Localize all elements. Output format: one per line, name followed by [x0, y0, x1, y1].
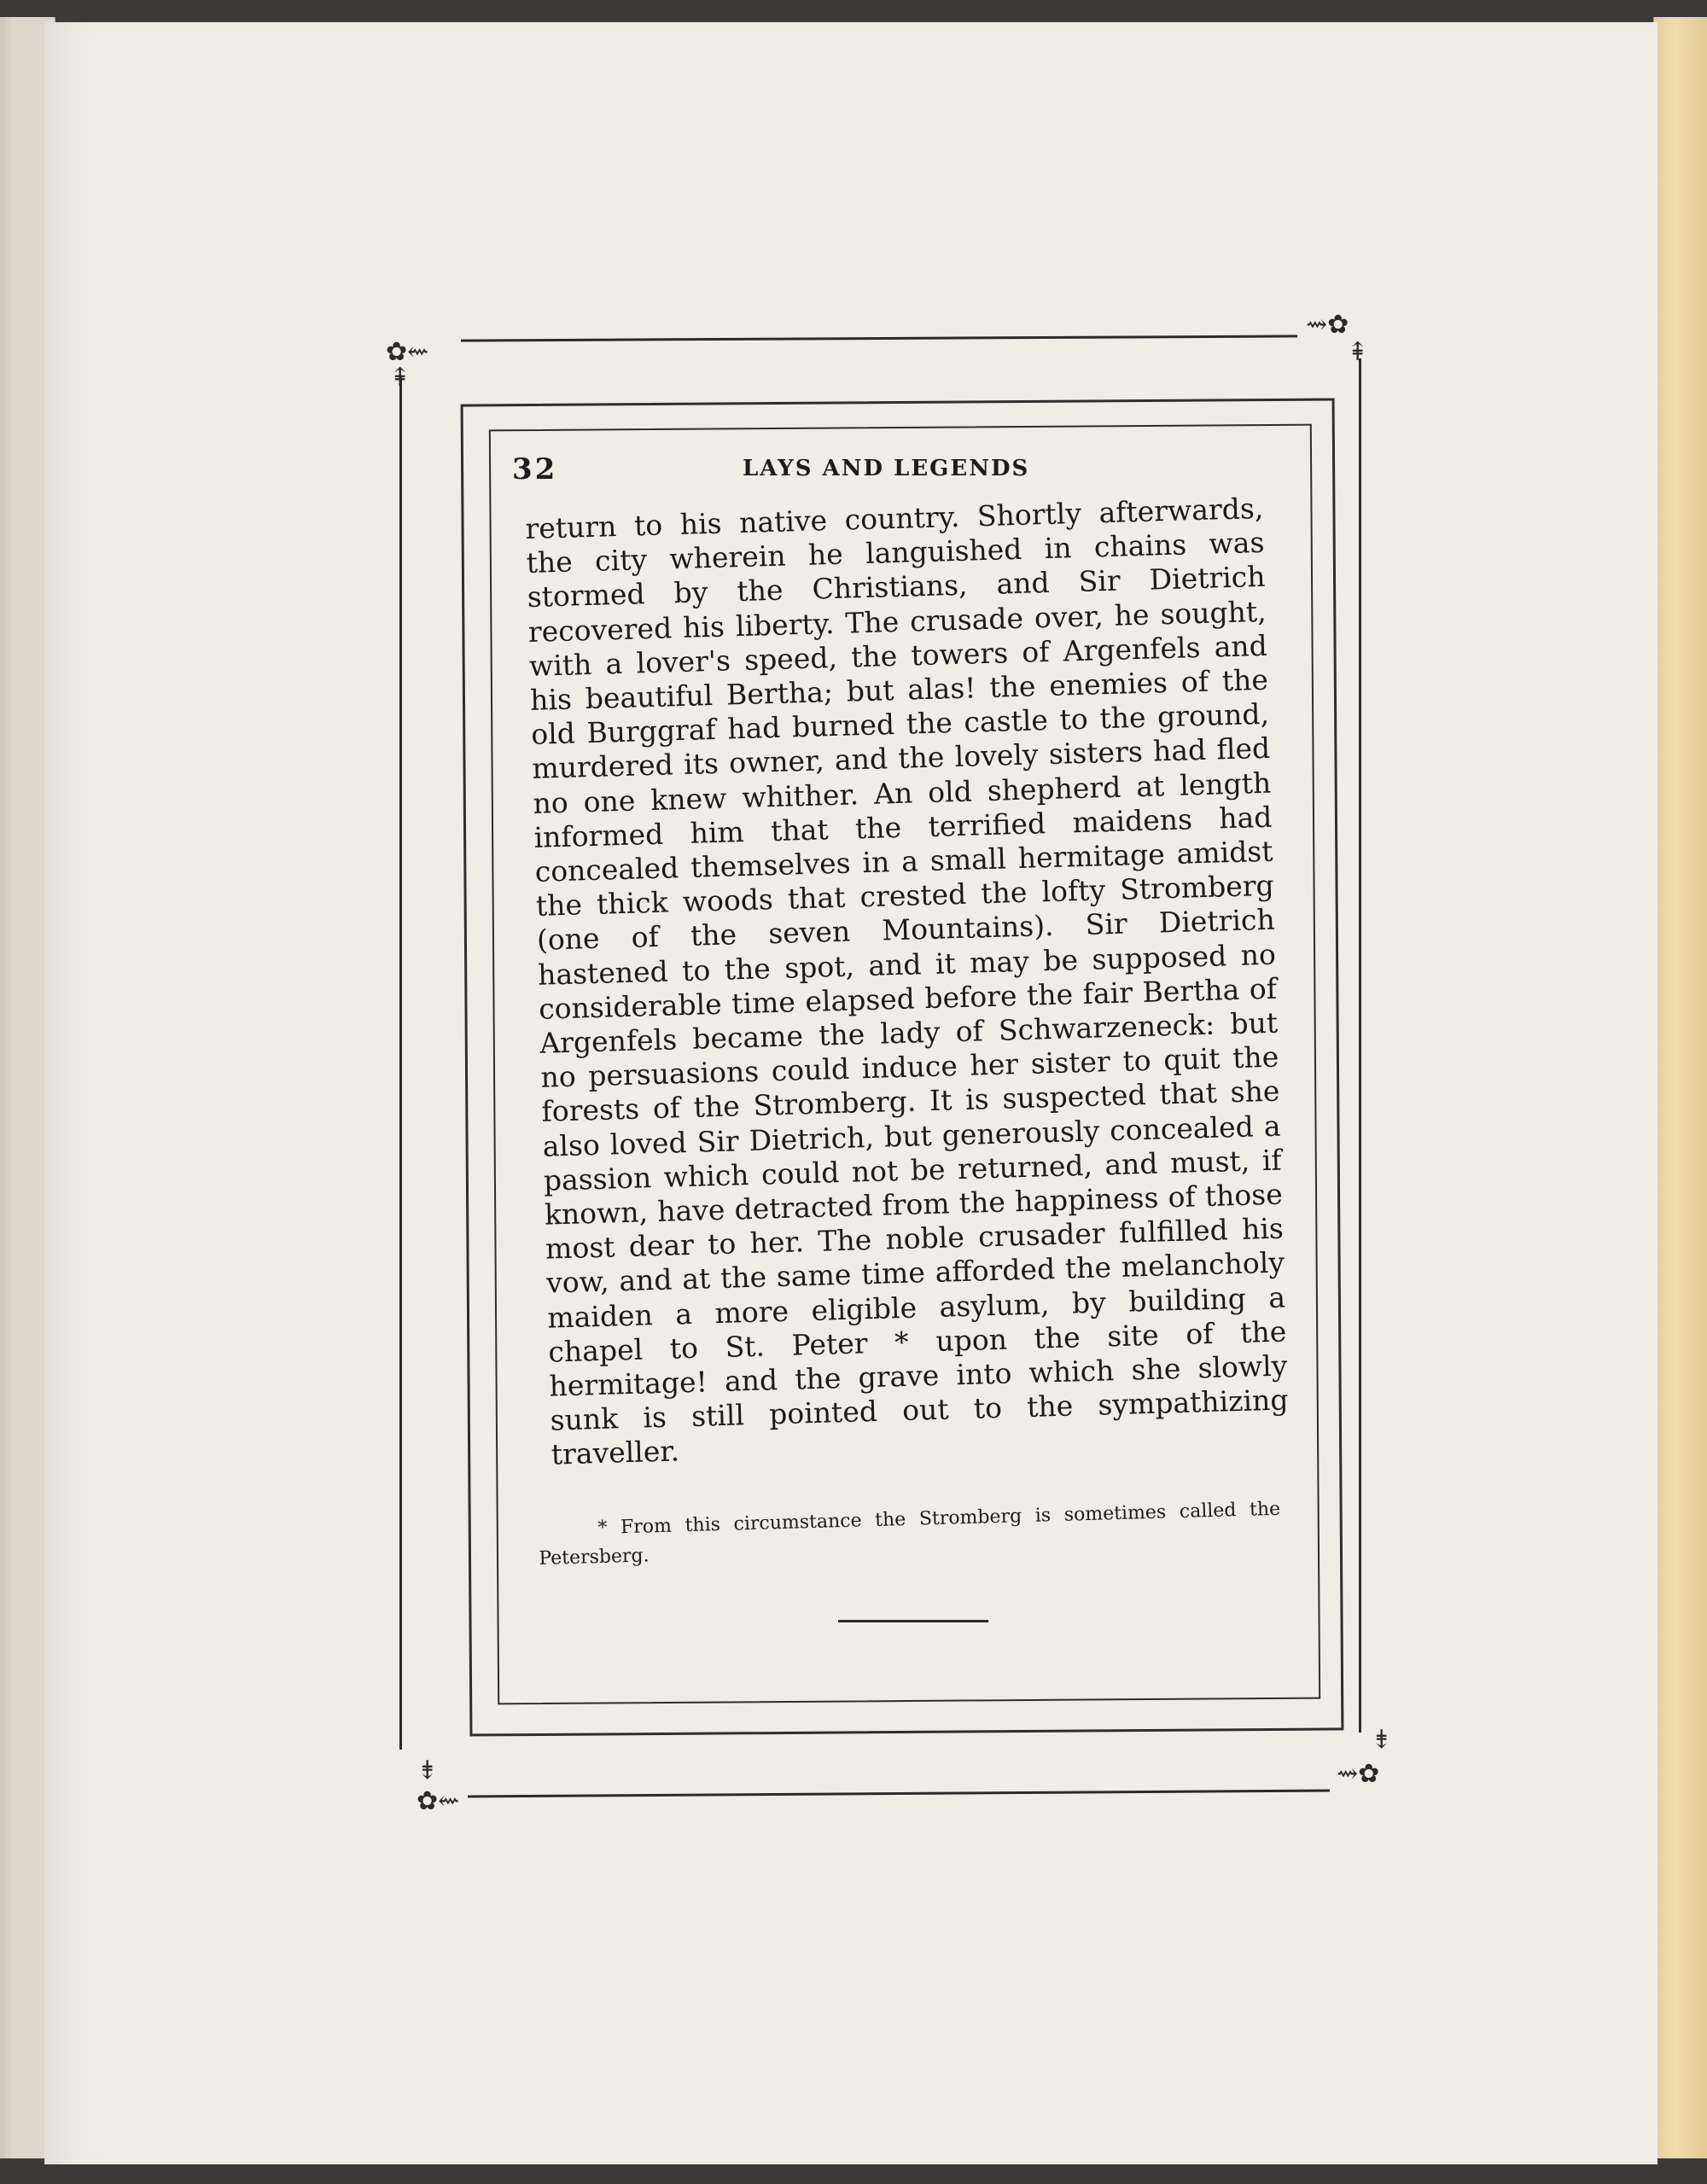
frame-right-rule [1359, 358, 1361, 1733]
end-rule [838, 1620, 988, 1622]
running-title: LAYS AND LEGENDS [743, 456, 1030, 481]
body-text [525, 492, 1290, 1472]
ornament-icon: ✿⇜ [417, 1786, 460, 1816]
ornament-icon: ⇝✿ [1337, 1759, 1380, 1789]
body-paragraph: return to his native country. Shortly afterwards, the city wherein he languished in chains was stormed by the Christians, and Sir Dietrich recovered his liberty. The crusade over, he sought, with a lover's speed, the towers of Argenfels and his beautiful Bertha; but alas! the enemies of the old Burggraf had burned the castle to the ground, murdered its owner, and the lovely sisters had fled no one knew whither. An old shepherd at length informed him that the terrified maidens had concealed themselves in a small hermitage amidst the thick woods that crested the lofty Stromberg (one of the seven Mountains). Sir Dietrich hastened to the spot, and it may be supposed no considerable time elapsed before the fair Bertha of Argenfels became the lady of Schwarzeneck: but no persuasions could induce her sister to quit the forests of the Stromberg. It is suspected that she also loved Sir Dietrich, but generously concealed a passion which could not be returned, and must, if known, have detracted from the happiness of those most dear to her. The noble crusader fulfilled his vow, and at the same time afforded the melancholy maiden a more eligible asylum, by building a chapel to St. Peter * upon the site of the hermitage! and the grave into which she slowly sunk is still pointed out to the sympathizing traveller. [525, 491, 1289, 1472]
arrow-up-icon: ⇞ [389, 363, 411, 393]
arrow-up-icon: ⇞ [1347, 337, 1369, 367]
ornament-icon: ✿⇜ [386, 337, 429, 367]
arrow-down-icon: ⇟ [1371, 1725, 1393, 1755]
frame-left-rule [399, 376, 402, 1750]
ornament-icon: ⇝✿ [1306, 310, 1349, 340]
gilt-edge [1653, 17, 1707, 2158]
footnote: * From this circumstance the Stromberg is sometimes called the Petersberg. [539, 1498, 1281, 1570]
page-number: 32 [512, 452, 558, 486]
arrow-down-icon: ⇟ [417, 1756, 439, 1785]
